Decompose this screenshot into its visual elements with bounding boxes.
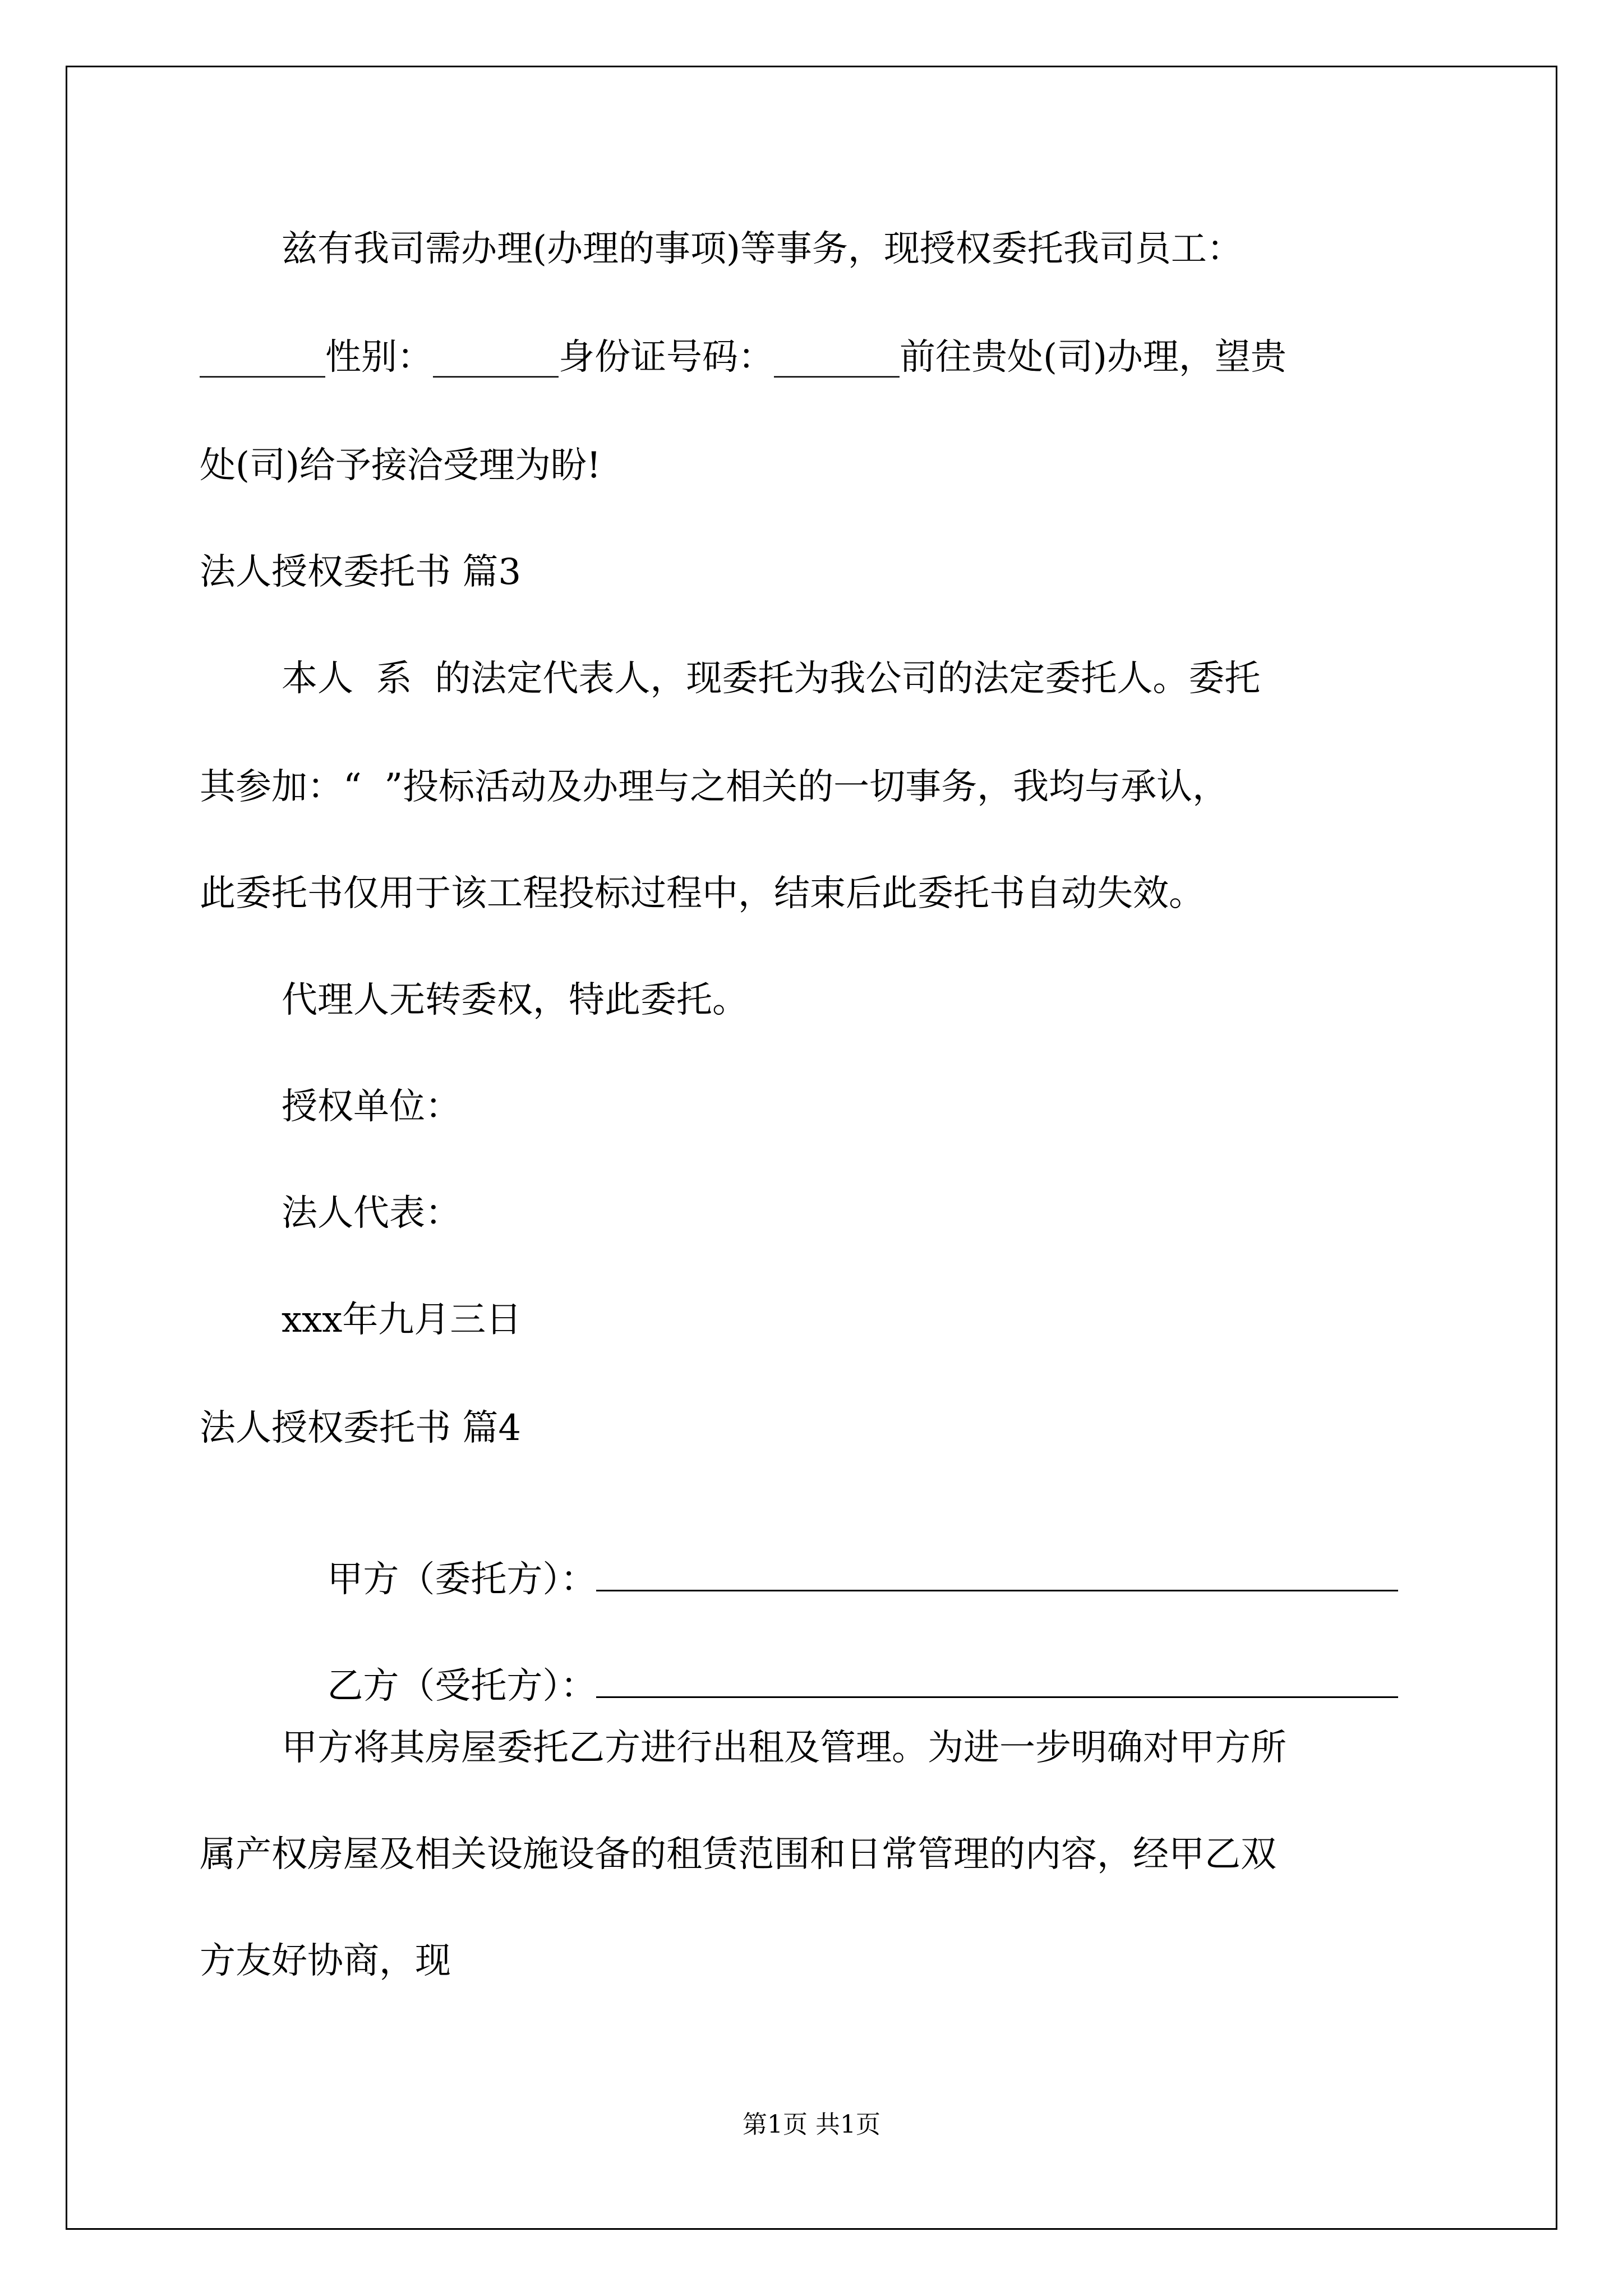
paragraph-line: 本人 系 的法定代表人，现委托为我公司的法定委托人。委托: [282, 658, 1261, 700]
paragraph-line: 方友好协商，现: [200, 1940, 451, 1982]
page-border: [66, 66, 1557, 2230]
date-line: xxx年九月三日: [282, 1299, 522, 1341]
paragraph-line: 属产权房屋及相关设施设备的租赁范围和日常管理的内容，经甲乙双: [200, 1834, 1276, 1875]
paragraph-line: 兹有我司需办理(办理的事项)等事务，现授权委托我司员工：: [282, 228, 1243, 270]
paragraph-line: 此委托书仅用于该工程投标过程中，结束后此委托书自动失效。: [200, 873, 1205, 914]
paragraph-line: 代理人无转委权，特此委托。: [282, 979, 748, 1021]
paragraph-line: 甲方将其房屋委托乙方进行出租及管理。为进一步明确对甲方所: [282, 1727, 1287, 1769]
page-footer: 第1页 共1页: [743, 2110, 880, 2139]
section-heading: 法人授权委托书 篇4: [200, 1407, 522, 1449]
paragraph-line: 其参加：“ ”投标活动及办理与之相关的一切事务，我均与承认，: [200, 766, 1229, 808]
party-b-label: 乙方（受托方）：: [327, 1665, 597, 1707]
section-heading: 法人授权委托书 篇3: [200, 551, 522, 593]
party-a-label: 甲方（委托方）：: [327, 1559, 597, 1600]
blank-underline: [596, 1665, 1398, 1698]
signature-label: 法人代表：: [282, 1193, 461, 1234]
blank-underline: [596, 1558, 1398, 1591]
signature-label: 授权单位：: [282, 1086, 461, 1128]
paragraph-line: 处(司)给予接洽受理为盼!: [200, 445, 601, 486]
paragraph-line: _______性别：_______身份证号码：_______前往贵处(司)办理，望贵: [200, 337, 1287, 378]
